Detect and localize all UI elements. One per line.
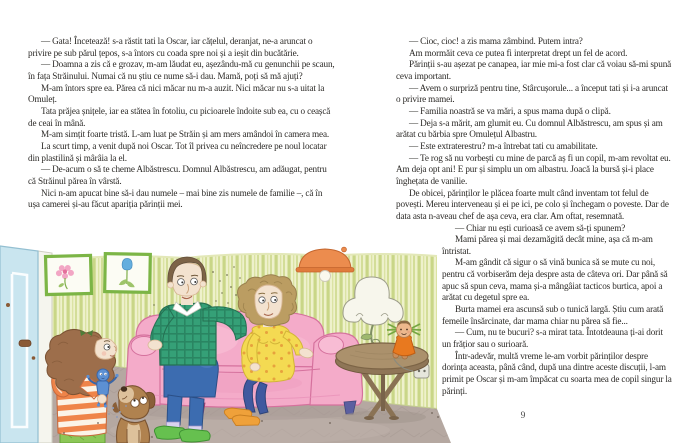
girl-hand: [98, 395, 107, 404]
paragraph: M-am întors spre ea. Părea că nici măcar nu m-a auzit. Nici măcar nu s-a uitat la Omuleț.: [28, 82, 325, 105]
paragraph: La scurt timp, a venit după noi Oscar. Tot îl privea cu neîncredere pe noul locatar din plastilină și mârâia la el.: [28, 140, 327, 163]
paragraph: Mami părea și mai dezamăgită decât mine, așa că m-am întristat.: [442, 234, 653, 256]
shoe: [232, 415, 259, 426]
keyhole-icon: [6, 303, 10, 307]
slipper: [179, 429, 210, 442]
paragraph: — Chiar nu ești curioasă ce avem să-ți spunem?: [455, 222, 626, 233]
paragraph: Burta mamei era ascunsă sub o tunică largă. Știu cum arată femeile însărcinate, dar mama chiar nu părea să fie...: [442, 304, 664, 326]
left-page-text: [28, 36, 336, 211]
paragraph: — Cum, nu te bucuri? s-a mirat tata. Întotdeauna ți-ai dorit un frățior sau o surioară.: [442, 327, 663, 350]
paragraph: — Doamna a zis că e grozav, m-am lăudat eu, așezându-mă cu genunchii pe scaun, în fața Străinului. Numai că nu știu ce nume să-i dau. Mamă, poți să mă ajuți?: [28, 59, 335, 81]
paragraph: M-am gândit că sigur o să vină bunica să se mute cu noi, pentru că vorbiserăm deja despre asta de câteva ori. Dar până să apuc să spun ceva, mama și-a mângâiat tacticos burtica, apoi a arătat cu degetul spre ea.: [442, 257, 668, 303]
bulb-icon: [320, 271, 331, 282]
paragraph: Nici n-am apucat bine să-i dau numele – mai bine zis numele de familie –, că în ușa camerei și-au făcut apariția părinții mei.: [28, 187, 323, 210]
paragraph: M-am simțit foarte tristă. L-am luat pe Străin și am mers amândoi în camera mea.: [41, 129, 330, 140]
paragraph: — Este extraterestru? m-a întrebat tati cu amabilitate.: [409, 140, 598, 151]
door: [0, 246, 52, 443]
paragraph: — Te rog să nu vorbești cu mine de parcă aș fi un copil, m-am revoltat eu. Am deja opt ani! E pur și simplu un om albastru. Joacă la bursă și-i place înghețata de vanilie.: [396, 152, 671, 186]
illustration: [0, 245, 452, 443]
paragraph: De obicei, părinților le plăcea foarte mult când inventam tot felul de povești. Mereu interveneau și ei pe ici, pe colo și închegam o poveste. Dar de data asta n-aveau chef de așa ceva, era clar. Am oftat, resemnată.: [396, 187, 669, 221]
paragraph: — Cioc, cioc! a zis mama zâmbind. Putem intra?: [409, 36, 583, 46]
picture-frame-tulip: [105, 254, 151, 293]
paragraph: — Gata! Încetează! s-a răstit tati la Oscar, iar cățelul, deranjat, ne-a aruncat o privire pe sub părul țepos, s-a întors cu coada spre noi și a ieșit din bucătărie.: [28, 36, 313, 58]
page-number: 9: [520, 411, 526, 421]
paragraph: — Deja s-a mărit, am glumit eu. Cu domnul Albăstrescu, am spus și am arătat cu bărbia spre Omulețul Albastru.: [396, 117, 663, 140]
paragraph: Tata prăjea șnițele, iar ea stătea în fotoliu, cu picioarele îndoite sub ea, cu o ceașcă de ceai în mână.: [28, 105, 331, 128]
paragraph: Am mormăit ceva ce putea fi interpretat drept un fel de acord.: [409, 47, 628, 58]
picture-frame-flower: [46, 255, 92, 294]
paragraph: Părinții s-au așezat pe canapea, iar mie mi-a fost clar că voiau să-mi spună ceva important.: [396, 59, 672, 81]
door-handle-icon: [19, 340, 31, 347]
paragraph: Într-adevăr, multă vreme le-am vorbit părinților despre dorința aceasta, până când, după una dintre aceste discuții, l-am primit pe Oscar și m-am împăcat cu soarta mea de copil singur la părinți.: [442, 350, 672, 396]
paragraph: — Avem o surpriză pentru tine, Stârcușorule... a început tati și i-a aruncat o privire mamei.: [396, 82, 668, 105]
paragraph: — De-acum o să te cheme Albăstrescu. Domnul Albăstrescu, am adăugat, pentru că Străinul părea în vârstă.: [28, 164, 327, 186]
paragraph: — Familia noastră se va mări, a spus mama după o clipă.: [409, 105, 611, 116]
